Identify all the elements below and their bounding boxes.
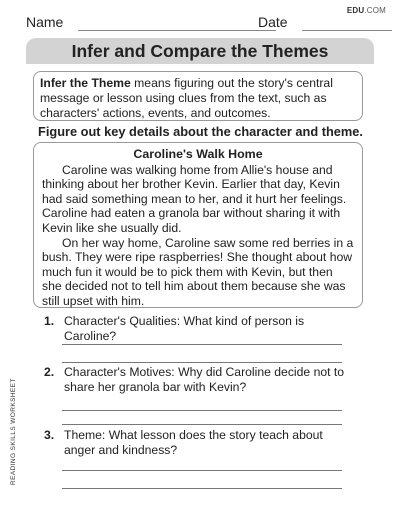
name-label: Name [26,14,64,30]
answer-line[interactable] [62,488,342,489]
answer-line[interactable] [62,362,342,363]
logo-suffix: .COM [364,6,386,15]
question-text: Theme: What lesson does the story teach about anger and kindness? [64,428,323,457]
name-input-line[interactable] [78,30,276,31]
question-number: 1. [44,314,55,328]
side-label: READING SKILLS WORKSHEET [10,378,17,485]
question-number: 3. [44,428,55,442]
question-1 [44,314,354,344]
story-box [33,142,363,308]
answer-line[interactable] [62,344,342,345]
title-band [26,38,374,64]
date-label: Date [258,14,288,30]
question-3 [44,428,354,458]
intro-definition: means figuring out the story's central message or lesson using clues from the text, such as characters' actions, events, and outcomes. [40,76,333,120]
date-input-line[interactable] [302,30,392,31]
answer-line[interactable] [62,410,342,411]
logo-prefix: EDU [346,6,365,15]
story-paragraph: Caroline was walking home from Allie's house and thinking about her brother Kevin. Earlier that day, Kevin had said something mean to her, and it hurt her feelings. Caroline had eaten a granola bar without sharing it with Kevin like she usually did. [42,162,347,235]
story-title: Caroline's Walk Home [133,147,263,161]
question-text: Character's Qualities: What kind of person is Caroline? [64,314,305,343]
page-title: Infer and Compare the Themes [71,40,329,61]
question-2 [44,365,354,395]
question-text: Character's Motives: Why did Caroline decide not to share her granola bar with Kevin? [64,365,345,394]
answer-line[interactable] [62,470,342,471]
instruction-text: Figure out key details about the character and theme. [38,124,363,139]
question-number: 2. [44,365,55,379]
intro-term: Infer the Theme [40,76,131,90]
header-row [26,14,386,34]
intro-box [33,71,363,121]
answer-line[interactable] [62,424,342,425]
story-paragraph: On her way home, Caroline saw some red berries in a bush. They were ripe raspberries! She thought about how much fun it would be to pick them with Kevin, but then she decided not to tell him about them because she was still upset with him. [42,235,354,308]
